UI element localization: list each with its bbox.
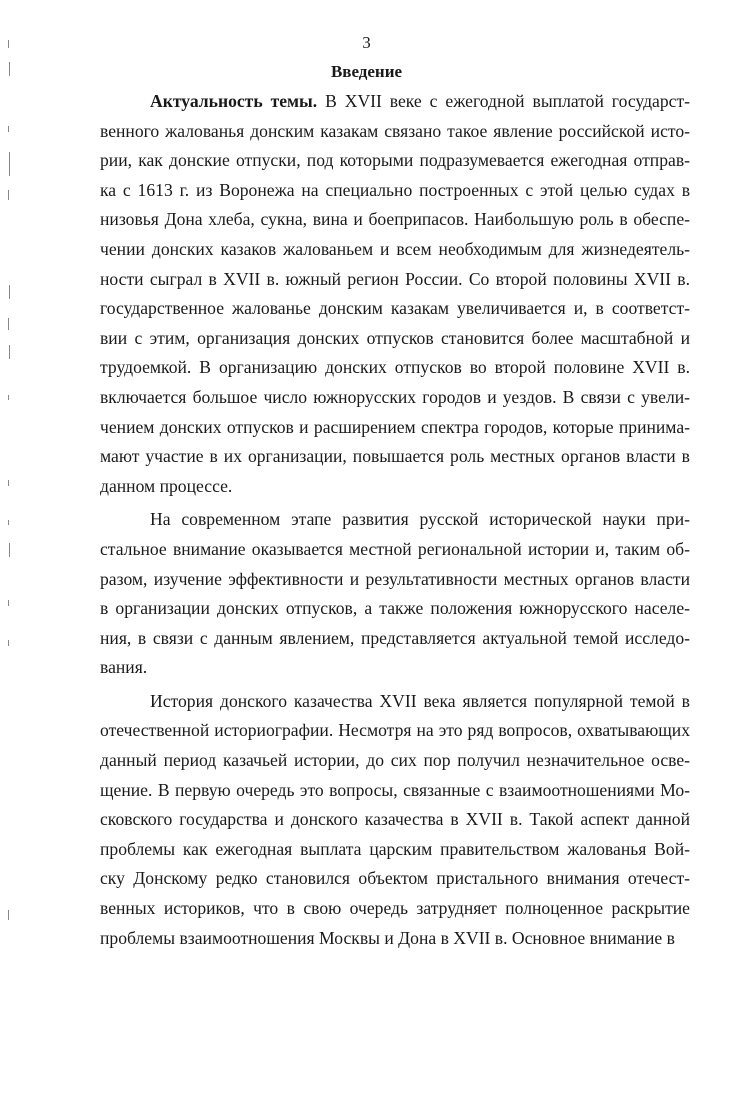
text-line: разом, изучение эффективности и результативности местных органов власти bbox=[100, 568, 690, 589]
text-line: проблемы как ежегодная выплата царским правительством жалованья Вой- bbox=[100, 838, 690, 859]
text-line: включается большое число южнорусских городов и уездов. В связи с увели- bbox=[100, 386, 690, 407]
text-line: данный период казачьей истории, до сих пор получил незначительное осве- bbox=[100, 750, 690, 771]
text-line: ску Донскому редко становился объектом пристального внимания отечест- bbox=[100, 868, 690, 889]
text-line: венных историков, что в свою очередь затрудняет полноценное раскрытие bbox=[100, 898, 690, 919]
page-heading: Введение bbox=[330, 62, 403, 81]
text-line: венного жалованья донским казакам связано такое явление российской исто- bbox=[100, 120, 690, 141]
text-line: проблемы взаимоотношения Москвы и Дона в XVII в. Основное внимание в bbox=[100, 927, 675, 948]
text-line: рии, как донские отпуски, под которыми подразумевается ежегодная отправ- bbox=[100, 150, 690, 171]
text-line: низовья Дона хлеба, сукна, вина и боеприпасов. Наибольшую роль в обеспе- bbox=[100, 209, 690, 230]
text-line: трудоемкой. В организацию донских отпусков во второй половине XVII в. bbox=[100, 357, 690, 378]
paragraph-historiography bbox=[100, 687, 690, 953]
text-line: государственное жалованье донским казакам увеличивается и, в соответст- bbox=[100, 298, 690, 319]
text-line: ния, в связи с данным явлением, представляется актуальной темой исследо- bbox=[100, 627, 690, 648]
text-line: вии с этим, организация донских отпусков становится более масштабной и bbox=[100, 327, 690, 348]
page-number: 3 bbox=[362, 33, 371, 52]
text-line: стальное внимание оказывается местной региональной истории и, таким об- bbox=[100, 538, 690, 559]
text-line: ка с 1613 г. из Воронежа на специально построенных с этой целью судах в bbox=[100, 179, 690, 200]
text-line: отечественной историографии. Несмотря на это ряд вопросов, охватывающих bbox=[100, 720, 690, 741]
text-line: чении донских казаков жалованьем и всем необходимым для жизнедеятель- bbox=[100, 238, 690, 259]
text-line: чением донских отпусков и расширением спектра городов, которые принима- bbox=[100, 416, 690, 437]
text-line bbox=[100, 87, 690, 117]
paragraph-regional-history bbox=[100, 505, 690, 683]
text-line: История донского казачества XVII века является популярной темой в bbox=[150, 690, 690, 711]
text-line: данном процессе. bbox=[100, 475, 233, 496]
scan-margin-marks bbox=[2, 0, 16, 1100]
line-text: В XVII веке с ежегодной выплатой государст- bbox=[317, 91, 690, 111]
section-lead: Актуальность темы. bbox=[150, 91, 318, 111]
text-line: вания. bbox=[100, 657, 148, 678]
document-body bbox=[100, 87, 690, 957]
paragraph-relevance bbox=[100, 87, 690, 501]
text-line: щение. В первую очередь это вопросы, связанные с взаимоотношениями Мо- bbox=[100, 779, 690, 800]
text-line: ности сыграл в XVII в. южный регион России. Со второй половины XVII в. bbox=[100, 268, 690, 289]
text-line: сковского государства и донского казачества в XVII в. Такой аспект данной bbox=[100, 809, 690, 830]
text-line: в организации донских отпусков, а также положения южнорусского населе- bbox=[100, 598, 690, 619]
text-line: На современном этапе развития русской исторической науки при- bbox=[150, 509, 690, 530]
text-line: мают участие в их организации, повышается роль местных органов власти в bbox=[100, 446, 690, 467]
